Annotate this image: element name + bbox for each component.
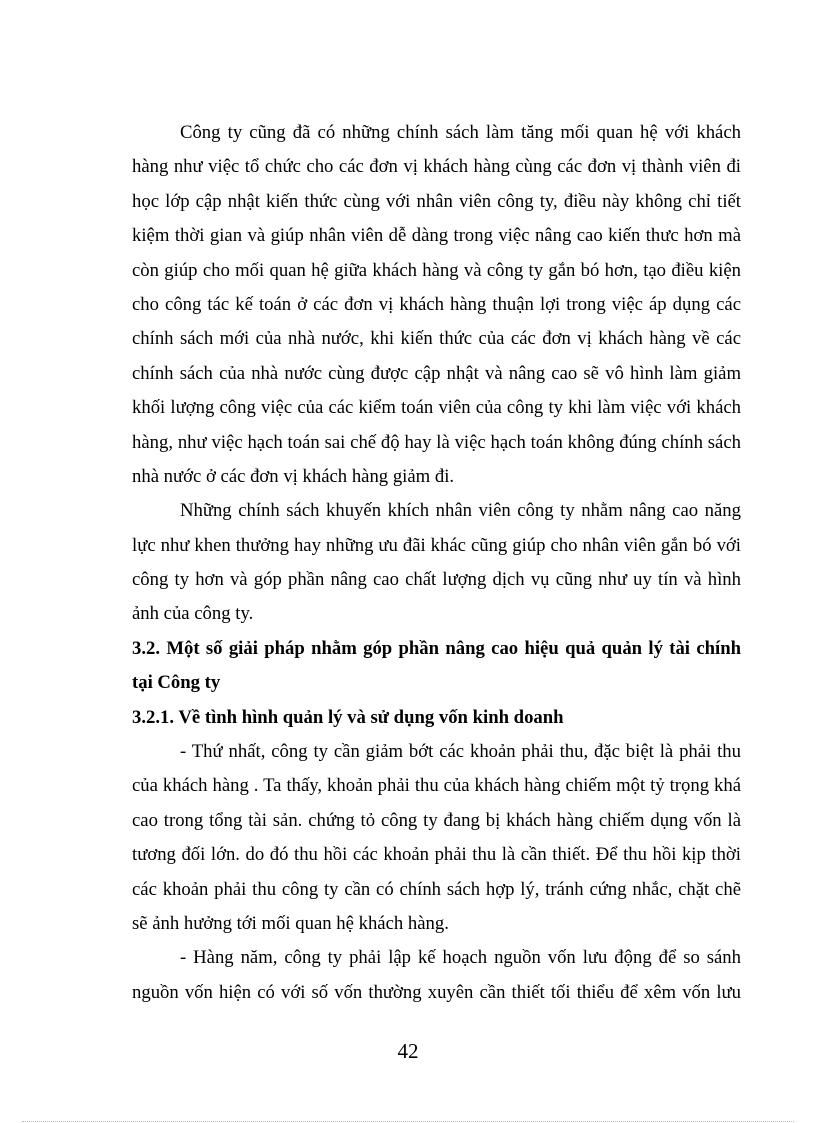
text-line: chính sách mới của nhà nước, khi kiến thức của các đơn vị khách hàng về các: [132, 328, 741, 350]
text-line: nguồn vốn hiện có với số vốn thường xuyên cần thiết tối thiểu để xêm vốn lưu: [132, 981, 741, 1003]
text-line: Những chính sách khuyến khích nhân viên công ty nhằm nâng cao năng: [180, 500, 741, 522]
text-line: hàng như việc tổ chức cho các đơn vị khách hàng cùng các đơn vị thành viên đi: [132, 156, 741, 178]
text-line: cao trong tổng tài sản. chứng tỏ công ty đang bị khách hàng chiếm dụng vốn là: [132, 809, 741, 831]
text-line: ảnh của công ty.: [132, 603, 254, 625]
page-content: [132, 116, 741, 1010]
paragraph-employee-incentives: [132, 494, 741, 632]
section-heading: [132, 632, 741, 701]
text-line: của khách hàng . Ta thấy, khoản phải thu của khách hàng chiếm một tỷ trọng khá: [132, 775, 741, 797]
subsection-heading: 3.2.1. Về tình hình quản lý và sử dụng vốn kinh doanh: [132, 706, 564, 728]
text-line: nhà nước ở các đơn vị khách hàng giảm đi.: [132, 465, 455, 487]
text-line: - Hàng năm, công ty phải lập kế hoạch nguồn vốn lưu động để so sánh: [180, 947, 741, 969]
page-bottom-divider: [22, 1121, 794, 1122]
text-line: cho công tác kế toán ở các đơn vị khách hàng thuận lợi trong việc áp dụng các: [132, 293, 741, 315]
text-line: - Thứ nhất, công ty cần giảm bớt các khoản phải thu, đặc biệt là phải thu: [180, 741, 741, 763]
text-line: hàng, như việc hạch toán sai chế độ hay là việc hạch toán không đúng chính sách: [132, 431, 741, 453]
text-line: sẽ ảnh hưởng tới mối quan hệ khách hàng.: [132, 912, 449, 934]
text-line: còn giúp cho mối quan hệ giữa khách hàng và công ty gắn bó hơn, tạo điều kiện: [132, 259, 741, 281]
heading-line: tại Công ty: [132, 672, 221, 694]
heading-line: 3.2. Một số giải pháp nhằm góp phần nâng cao hiệu quả quản lý tài chính: [132, 637, 741, 659]
text-line: kiệm thời gian và giúp nhân viên dễ dàng trong việc nâng cao kiến thưc hơn mà: [132, 225, 741, 247]
text-line: lực như khen thưởng hay những ưu đãi khác cũng giúp cho nhân viên gắn bó với: [132, 534, 741, 556]
text-line: khối lượng công việc của các kiểm toán viên của công ty khi làm việc với khách: [132, 397, 741, 419]
bullet-paragraph-receivables: [132, 735, 741, 941]
text-line: các khoản phải thu công ty cần có chính sách hợp lý, tránh cứng nhắc, chặt chẽ: [132, 878, 741, 900]
text-line: tương đối lớn. do đó thu hồi các khoản phải thu là cần thiết. Để thu hồi kịp thời: [132, 844, 741, 866]
paragraph-customer-relations: [132, 116, 741, 494]
text-line: Công ty cũng đã có những chính sách làm tăng mối quan hệ với khách: [180, 122, 741, 143]
bullet-paragraph-working-capital: [132, 941, 741, 1010]
text-line: học lớp cập nhật kiến thức cùng với nhân viên công ty, điều này không chỉ tiết: [132, 190, 741, 212]
page-number: 42: [397, 1039, 419, 1063]
text-line: chính sách của nhà nước cùng được cập nhật và nâng cao sẽ vô hình làm giảm: [132, 362, 741, 384]
text-line: công ty hơn và góp phần nâng cao chất lượng dịch vụ cũng như uy tín và hình: [132, 569, 741, 591]
